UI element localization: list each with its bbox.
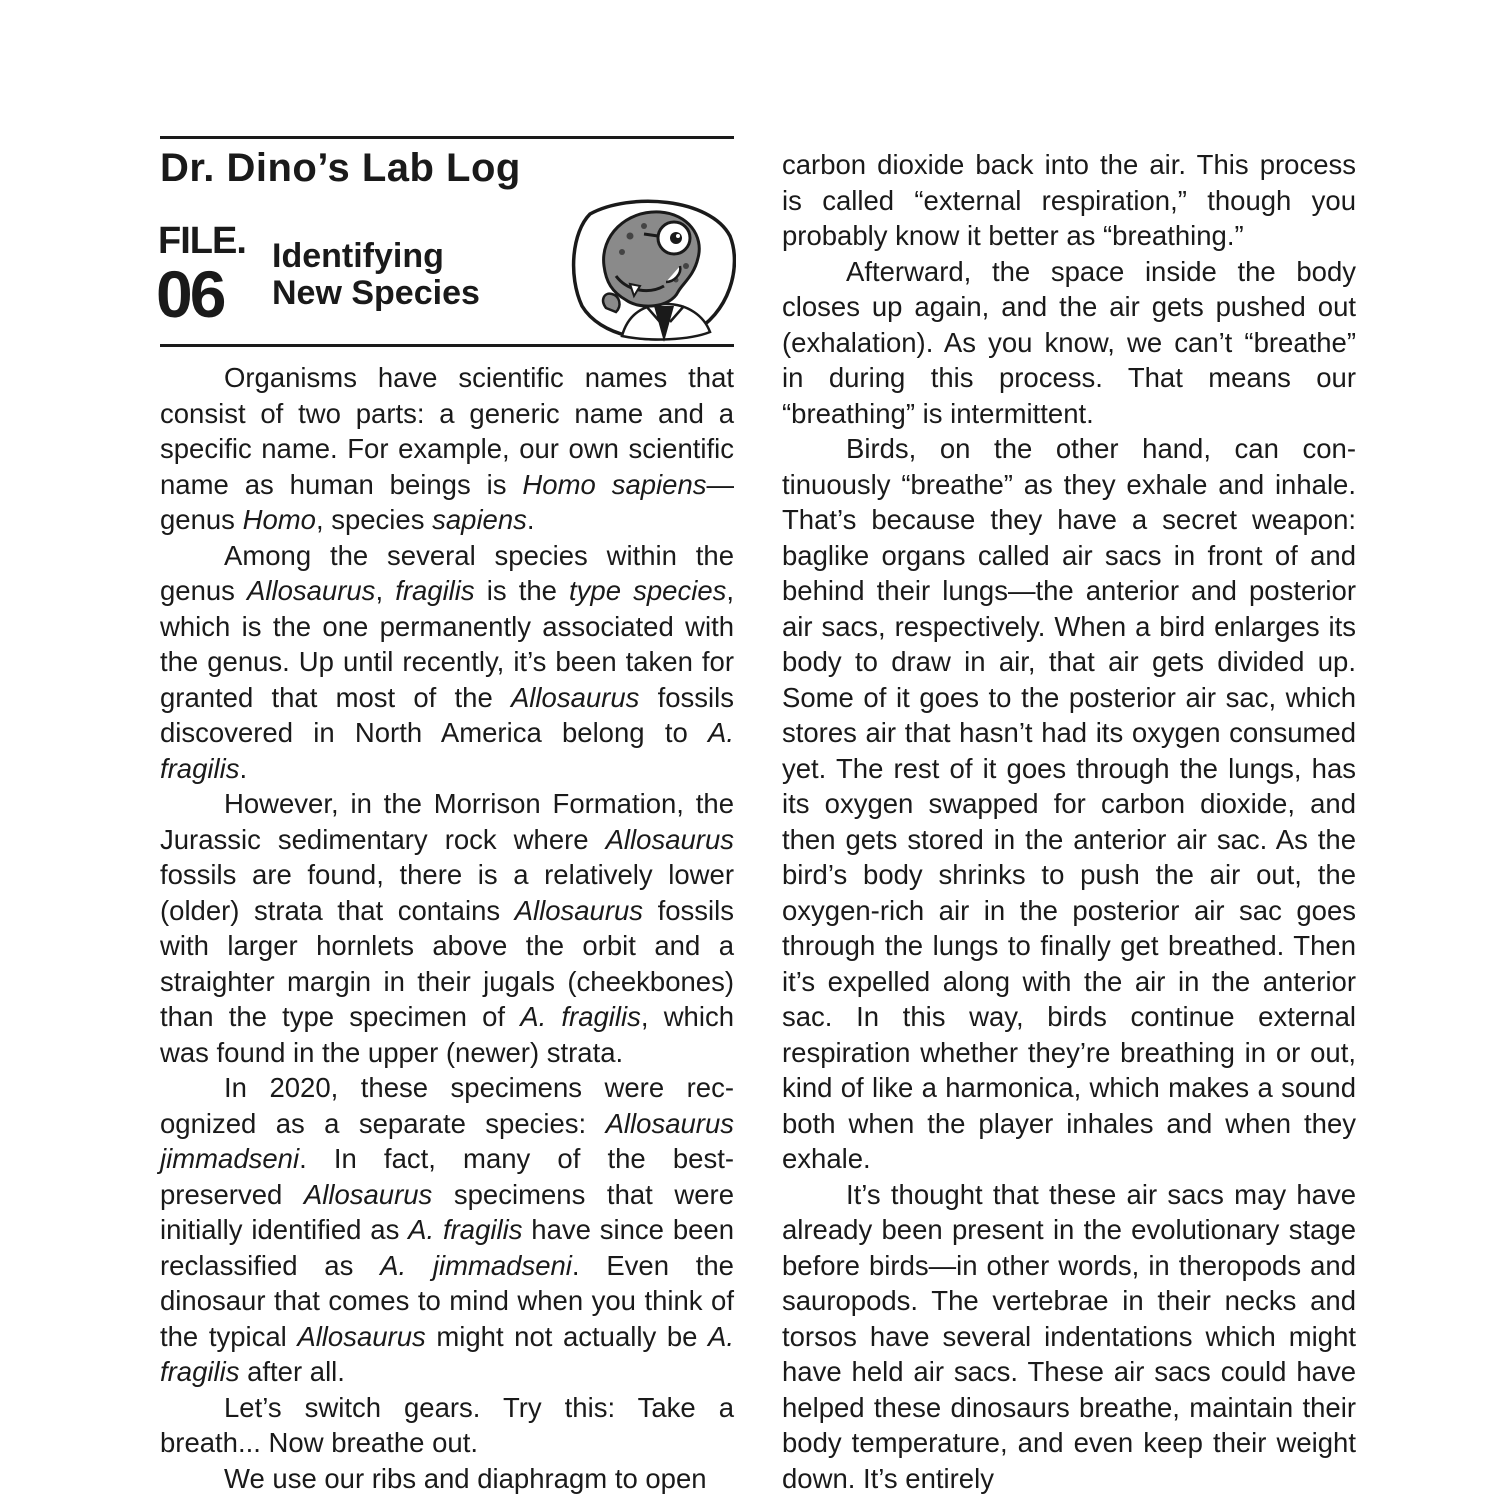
right-paragraph-1: carbon dioxide back into the air. This process is called “external respiration,” though you probably know it better as “breathing.”: [782, 149, 1356, 251]
left-paragraph-1: Organisms have scientific names that consist of two parts: a generic name and a specific name. For example, our own scientific name as human beings is Homo sapiens—genus Homo, species sapiens.: [160, 362, 734, 535]
top-rule: [160, 136, 734, 139]
file-title-line-2: New Species: [272, 274, 480, 312]
left-paragraph-4: In 2020, these specimens were recognized as a separate species: Allosaurus jimmadseni. In fact, many of the best-preserved Allosaurus specimens that were initially identified as A. fragilis have since been reclassified as A. jimmadseni. Even the dinosaur that comes to mind when you think of the typical Allosaurus might not actually be A. fragilis after all.: [160, 1072, 734, 1387]
left-paragraph-5: Let’s switch gears. Try this: Take a breath... Now breathe out.: [160, 1391, 734, 1458]
file-title-line-1: Identifying: [272, 237, 444, 275]
right-paragraph-2: Afterward, the space inside the body closes up again, and the air gets pushed out (exhalation). As you know, we can’t “breathe” in during this process. That means our “breathing” is intermittent.: [782, 255, 1356, 429]
left-paragraph-2: Among the several species within the genus Allosaurus, fragilis is the type species, which is the one permanently associated with the genus. Up until recently, it’s been taken for granted that most of the Allosaurus fossils discovered in North America belong to A. fragilis.: [160, 539, 735, 784]
file-title: [272, 238, 480, 312]
cartoon-dinosaur-scientist-icon: [570, 196, 736, 342]
lab-log-title: Dr. Dino’s Lab Log: [160, 146, 521, 190]
bottom-rule: [160, 344, 734, 347]
right-column: [782, 147, 1356, 1496]
left-paragraph-6: We use our ribs and diaphragm to open: [224, 1462, 707, 1494]
left-column: [160, 360, 734, 1496]
left-paragraph-3: However, in the Morrison Formation, the Jurassic sedimentary rock where Allosaurus fossils are found, there is a relatively lower (older) strata that contains Allosaurus fossils with larger hornlets above the orbit and a straighter margin in their jugals (cheekbones) than the type specimen of A. fragilis, which was found in the upper (newer) strata.: [160, 788, 734, 1068]
file-number: 06: [156, 257, 224, 331]
right-paragraph-3: Birds, on the other hand, can continuously “breathe” as they exhale and inhale. That’s because they have a secret weapon: baglike organs called air sacs in front of and behind their lungs—the anterior and posterior air sacs, respectively. When a bird enlarges its body to draw in air, that air gets divided up. Some of it goes to the posterior air sac, which stores air that hasn’t had its oxygen consumed yet. The rest of it goes through the lungs, has its oxygen swapped for carbon dioxide, and then gets stored in the anterior air sac. As the bird’s body shrinks to push the air out, the oxygen-rich air in the posterior air sac goes through the lungs to finally get breathed. Then it’s expelled along with the air in the anterior sac. In this way, birds continue external respiration whether they’re breathing in or out, kind of like a harmonica, which makes a sound both when the player inhales and when they exhale.: [782, 433, 1356, 1174]
file-label: FILE.: [158, 220, 246, 262]
right-paragraph-4: It’s thought that these air sacs may have already been present in the evolutionary stage before birds—in other words, in theropods and sauropods. The vertebrae in their necks and torsos have several indentations which might have held air sacs. These air sacs could have helped these dinosaurs breathe, maintain their body temperature, and even keep their weight down. It’s entirely: [782, 1178, 1356, 1494]
